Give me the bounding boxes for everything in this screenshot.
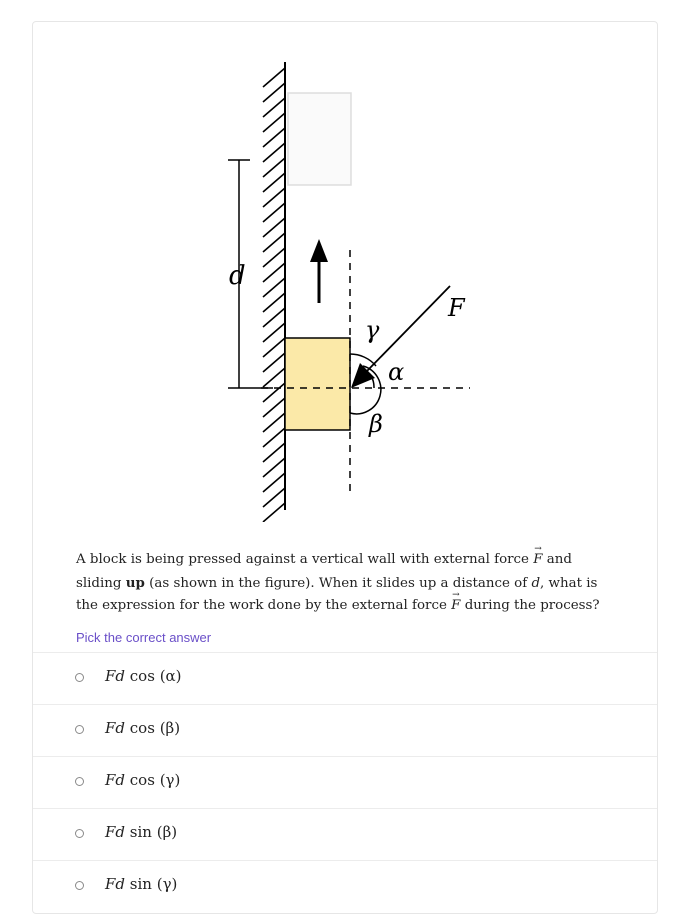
- option-label: Fd sin (β): [105, 823, 178, 841]
- hatch-line: [263, 263, 285, 282]
- radio-button[interactable]: [75, 881, 84, 890]
- hatch-line: [263, 443, 285, 462]
- hatch-line: [263, 143, 285, 162]
- hatch-line: [263, 293, 285, 312]
- hatch-line: [263, 488, 285, 507]
- radio-button[interactable]: [75, 777, 84, 786]
- hatch-line: [263, 98, 285, 117]
- hatch-line: [263, 233, 285, 252]
- label-gamma: γ: [365, 316, 380, 344]
- hatch-line: [263, 128, 285, 147]
- option-label: Fd cos (α): [105, 667, 182, 685]
- hatch-line: [263, 68, 285, 87]
- hatch-line: [263, 458, 285, 477]
- label-d: d: [229, 261, 246, 291]
- option-label: Fd cos (γ): [105, 771, 181, 789]
- question-part5: during the process?: [460, 598, 600, 613]
- hatch-line: [263, 248, 285, 267]
- label-beta: β: [369, 410, 383, 438]
- wall-hatching: [263, 68, 285, 522]
- hatch-line: [263, 473, 285, 492]
- answer-option-1[interactable]: [33, 652, 657, 704]
- hatch-line: [263, 338, 285, 357]
- answer-option-3[interactable]: [33, 756, 657, 808]
- answer-options: [33, 652, 657, 912]
- hatch-line: [263, 83, 285, 102]
- radio-button[interactable]: [75, 829, 84, 838]
- hatch-line: [263, 203, 285, 222]
- hatch-line: [263, 323, 285, 342]
- answer-option-2[interactable]: [33, 704, 657, 756]
- arc-gamma: [350, 354, 376, 366]
- hatch-line: [263, 383, 285, 402]
- hatch-line: [263, 353, 285, 372]
- hatch-line: [263, 308, 285, 327]
- radio-button[interactable]: [75, 725, 84, 734]
- physics-figure: [33, 22, 659, 522]
- hatch-line: [263, 158, 285, 177]
- question-card: [32, 21, 658, 914]
- hatch-line: [263, 428, 285, 447]
- question-bold-up: up: [125, 574, 145, 591]
- question-part3: (as shown in the figure). When it slides up a distance of: [144, 575, 532, 591]
- hatch-line: [263, 188, 285, 207]
- force-arrow-shaft: [367, 286, 450, 371]
- hatch-line: [263, 368, 285, 387]
- label-F: F: [448, 294, 465, 322]
- question-text: [76, 549, 616, 618]
- motion-arrow-head: [310, 239, 328, 262]
- hatch-line: [263, 398, 285, 417]
- hatch-line: [263, 113, 285, 132]
- hatch-line: [263, 278, 285, 297]
- answer-option-4[interactable]: [33, 808, 657, 860]
- ghost-block: [288, 93, 351, 185]
- label-alpha: α: [388, 358, 405, 386]
- answer-option-5[interactable]: [33, 860, 657, 912]
- block: [285, 338, 350, 430]
- distance-symbol: d: [531, 575, 541, 591]
- force-vector-symbol: → F: [533, 549, 542, 572]
- question-part2: and sliding: [76, 552, 572, 591]
- option-label: Fd cos (β): [105, 719, 181, 737]
- force-vector-symbol-2: → F: [451, 595, 460, 618]
- hatch-line: [263, 413, 285, 432]
- hatch-line: [263, 173, 285, 192]
- radio-button[interactable]: [75, 673, 84, 682]
- hatch-line: [263, 218, 285, 237]
- question-part4: , what is the expression for the work done by the external force: [76, 575, 598, 613]
- answer-prompt: Pick the correct answer: [76, 630, 212, 645]
- option-label: Fd sin (γ): [105, 875, 178, 893]
- question-part1: A block is being pressed against a vertical wall with external force: [76, 552, 534, 567]
- hatch-line: [263, 503, 285, 522]
